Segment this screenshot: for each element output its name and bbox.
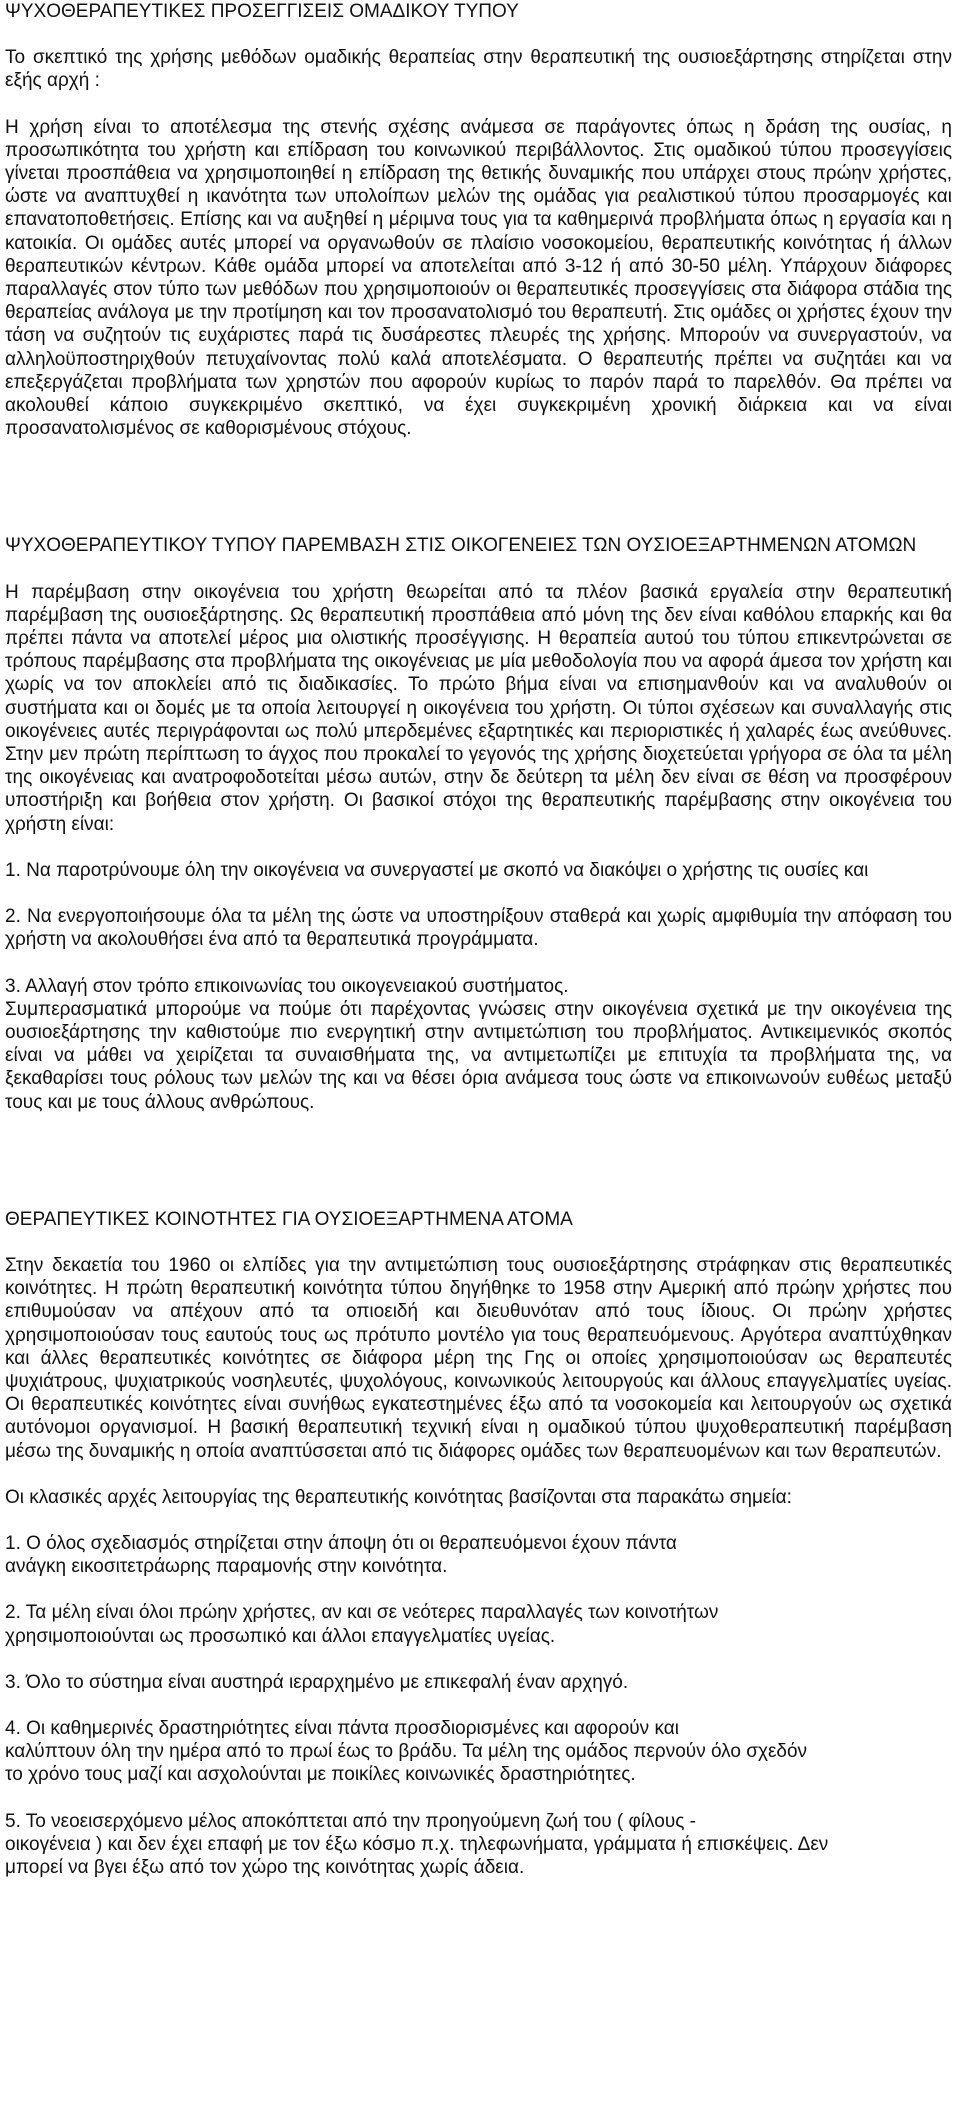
section-body-paragraph: Στην δεκαετία του 1960 οι ελπίδες για την αντιμετώπιση τους ουσιοεξάρτησης στράφηκαν στις θεραπευτικές κοινότητες. Η πρώτη θεραπευτική κοινότητα τύπου δηγήθηκε το 1958 στην Αμερική από πρώην χρήστες που επιθυμούσαν να απέχουν από τα οπιοειδή και διευθυνόταν από τους ίδιους. Οι πρώην χρήστες χρησιμοποιούσαν τους εαυτούς τους ως πρότυπο μοντέλο για τους θεραπευόμενους. Αργότερα αναπτύχθηκαν και άλλες θεραπευτικές κοινότητες σε διάφορα μέρη της Γης οι οποίες χρησιμοποιούσαν ως θεραπευτές ψυχιάτρους, ψυχιατρικούς νοσηλευτές, ψυχολόγους, κοινωνικούς λειτουργούς και άλλους επαγγελματίες υγείας. Οι θεραπευτικές κοινότητες είναι συνήθως εγκατεστημένες έξω από τα νοσοκομεία και λειτουργούν ως σχετικά αυτόνομοι οργανισμοί. Η βασική θεραπευτική τεχνική είναι η ομαδικού τύπου ψυχοθεραπευτική παρέμβαση μέσω της δυναμικής η οποία αναπτύσσεται από τις διάφορες ομάδες των θεραπευομένων και των θεραπευτών. <box>5 1254 952 1462</box>
section-heading-therapeutic-communities: ΘΕΡΑΠΕΥΤΙΚΕΣ ΚΟΙΝΟΤΗΤΕΣ ΓΙΑ ΟΥΣΙΟΕΞΑΡΤΗΜΕΝΑ ΑΤΟΜΑ <box>5 1208 573 1230</box>
section-body-paragraph: Η χρήση είναι το αποτέλεσμα της στενής σχέσης ανάμεσα σε παράγοντες όπως η δράση της ουσίας, η προσωπικότητα του χρήστη και επίδραση του κοινωνικού περιβάλλοντος. Στις ομαδικού τύπου προσεγγίσεις γίνεται προσπάθεια να χρησιμοποιηθεί η επίδραση της θετικής δυναμικής που υπάρχει στους πρώην χρήστες, ώστε να αναπτυχθεί η ικανότητα των υπολοίπων μελών της ομάδας για ρεαλιστικού τύπου προσαρμογές και επανατοποθετήσεις. Επίσης και να αυξηθεί η μέριμνα τους για τα καθημερινά προβλήματα όπως η εργασία και η κατοικία. Οι ομάδες αυτές μπορεί να οργανωθούν σε πλαίσιο νοσοκομείου, θεραπευτικής κοινότητας ή άλλων θεραπευτικών κέντρων. Κάθε ομάδα μπορεί να αποτελείται από 3-12 ή από 30-50 μέλη. Υπάρχουν διάφορες παραλλαγές στον τύπο των μεθόδων που χρησιμοποιούν οι θεραπευτικές προσεγγίσεις στα διάφορα στάδια της θεραπείας ανάλογα με την προτίμηση και τον προσανατολισμό του θεραπευτή. Στις ομάδες οι χρήστες έχουν την τάση να συζητούν τις ευχάριστες παρά τις δυσάρεστες πλευρές της χρήσης. Μπορούν να συνεργαστούν, να αλληλοϋποστηριχθούν πετυχαίνοντας πολύ καλά αποτελέσματα. Ο θεραπευτής πρέπει να συζητάει και να επεξεργάζεται προβλήματα των χρηστών που αφορούν κυρίως το παρόν παρά το παρελθόν. Θα πρέπει να ακολουθεί κάποιο συγκεκριμένο σκεπτικό, να έχει συγκεκριμένη χρονική διάρκεια και να είναι προσανατολισμένος σε καθορισμένους στόχους. <box>5 116 952 440</box>
list-item-line: 2. Τα μέλη είναι όλοι πρώην χρήστες, αν και σε νεότερες παραλλαγές των κοινοτήτων <box>5 1602 719 1624</box>
spacer <box>5 1578 952 1601</box>
spacer <box>5 1463 952 1486</box>
list-item-line: χρησιμοποιούνται ως προσωπικό και άλλοι επαγγελματίες υγείας. <box>5 1625 556 1647</box>
list-item: 2. Να ενεργοποιήσουμε όλα τα μέλη της ώστε να υποστηρίξουν σταθερά και χωρίς αμφιθυμία την απόφαση του χρήστη να ακολουθήσει ένα από τα θεραπευτικά προγράμματα. <box>5 906 952 951</box>
list-item <box>5 1532 952 1578</box>
spacer <box>5 836 952 859</box>
list-item <box>5 1601 952 1647</box>
section-heading-group-therapy: ΨΥΧΟΘΕΡΑΠΕΥΤΙΚΕΣ ΠΡΟΣΕΓΓΙΣΕΙΣ ΟΜΑΔΙΚΟΥ ΤΥΠΟΥ <box>5 1 519 22</box>
list-item-line: 5. Το νεοεισερχόμενο μέλος αποκόπτεται από την προηγούμενη ζωή του ( φίλους - <box>5 1810 696 1832</box>
spacer <box>5 1648 952 1671</box>
section-heading-family-intervention: ΨΥΧΟΘΕΡΑΠΕΥΤΙΚΟΥ ΤΥΠΟΥ ΠΑΡΕΜΒΑΣΗ ΣΤΙΣ ΟΙΚΟΓΕΝΕΙΕΣ ΤΩΝ ΟΥΣΙΟΕΞΑΡΤΗΜΕΝΩΝ ΑΤΟΜΩΝ <box>5 535 917 557</box>
list-item-line: ανάγκη εικοσιτετράωρης παραμονής στην κοινότητα. <box>5 1556 448 1578</box>
list-item <box>5 1810 952 1880</box>
spacer <box>5 1509 952 1532</box>
document-page <box>5 0 952 1879</box>
spacer <box>5 1114 952 1208</box>
spacer <box>5 1231 952 1254</box>
spacer <box>5 952 952 975</box>
list-item-line: καλύπτουν όλη την ημέρα από το πρωί έως το βράδυ. Τα μέλη της ομάδος περνούν όλο σχεδόν <box>5 1741 808 1763</box>
list-item-line: το χρόνο τους μαζί και ασχολούνται με ποικίλες κοινωνικές δραστηριότητες. <box>5 1764 636 1786</box>
spacer <box>5 1694 952 1717</box>
list-item-line: μπορεί να βγει έξω από τον χώρο της κοινότητας χωρίς άδεια. <box>5 1856 525 1878</box>
spacer <box>5 1787 952 1810</box>
spacer <box>5 93 952 116</box>
list-item: 1. Να παροτρύνουμε όλη την οικογένεια να συνεργαστεί με σκοπό να διακόψει ο χρήστης τις ουσίες και <box>5 859 869 881</box>
spacer <box>5 23 952 46</box>
lead-sentence: Οι κλασικές αρχές λειτουργίας της θεραπευτικής κοινότητας βασίζονται στα παρακάτω σημεία: <box>5 1486 792 1508</box>
spacer <box>5 440 952 534</box>
list-item: 3. Όλο το σύστημα είναι αυστηρά ιεραρχημένο με επικεφαλή έναν αρχηγό. <box>5 1671 629 1693</box>
list-item-line: 4. Οι καθημερινές δραστηριότητες είναι πάντα προσδιορισμένες και αφορούν και <box>5 1717 679 1739</box>
list-item-line: οικογένεια ) και δεν έχει επαφή με τον έξω κόσμο π.χ. τηλεφωνήματα, γράμματα ή επισκέψεις. Δεν <box>5 1833 829 1855</box>
list-item <box>5 1717 952 1787</box>
list-item: 3. Αλλαγή στον τρόπο επικοινωνίας του οικογενειακού συστήματος. <box>5 975 569 997</box>
conclusion-paragraph: Συμπερασματικά μπορούμε να πούμε ότι παρέχοντας γνώσεις στην οικογένεια σχετικά με την οικογένεια της ουσιοεξάρτησης την καθιστούμε πιο ενεργητική στην αντιμετώπιση του προβλήματος. Αντικειμενικός σκοπός είναι να μάθει να χειρίζεται τα συναισθήματα της, να αντιμετωπίζει με επιτυχία τα προβλήματα της, να ξεκαθαρίσει τους ρόλους των μελών της και να θέσει όρια ανάμεσα τους ώστε να επικοινωνούν ευθέως μεταξύ τους και με τους άλλους ανθρώπους. <box>5 998 952 1113</box>
section-intro-paragraph: Το σκεπτικό της χρήσης μεθόδων ομαδικής θεραπείας στην θεραπευτική της ουσιοεξάρτησης στηρίζεται στην εξής αρχή : <box>5 47 952 92</box>
section-body-paragraph: Η παρέμβαση στην οικογένεια του χρήστη θεωρείται από τα πλέον βασικά εργαλεία στην θεραπευτική παρέμβαση της ουσιοεξάρτησης. Ως θεραπευτική προσπάθεια από μόνη της δεν είναι καθόλου επαρκής και θα πρέπει πάντα να αποτελεί μέρος μια ολιστικής προσέγγισης. Η θεραπεία αυτού του τύπου επικεντρώνεται σε τρόπους παρέμβασης στα προβλήματα της οικογένειας με μία μεθοδολογία που να αφορά άμεσα τον χρήστη και χωρίς να τον αποκλείει από τις διαδικασίες. Το πρώτο βήμα είναι να επισημανθούν και να αναλυθούν οι συστήματα και οι δομές με τα οποία λειτουργεί η οικογένεια του χρήστη. Οι τύποι σχέσεων και συναλλαγής στις οικογένειες αυτές περιγράφονται ως πολύ μπερδεμένες εξαρτητικές και περιοριστικές ή χαλαρές έως ανεύθυνες. Στην μεν πρώτη περίπτωση το άγχος που προκαλεί το γεγονός της χρήσης διοχετεύεται γρήγορα σε όλα τα μέλη της οικογένειας και ανατροφοδοτείται μέσω αυτών, στην δε δεύτερη τα μέλη δεν είναι σε θέση να προσφέρουν υποστήριξη και βοήθεια στον χρήστη. Οι βασικοί στόχοι της θεραπευτικής παρέμβασης στην οικογένεια του χρήστη είναι: <box>5 581 952 835</box>
spacer <box>5 882 952 905</box>
list-item-line: 1. Ο όλος σχεδιασμός στηρίζεται στην άποψη ότι οι θεραπευόμενοι έχουν πάντα <box>5 1532 677 1554</box>
spacer <box>5 558 952 581</box>
